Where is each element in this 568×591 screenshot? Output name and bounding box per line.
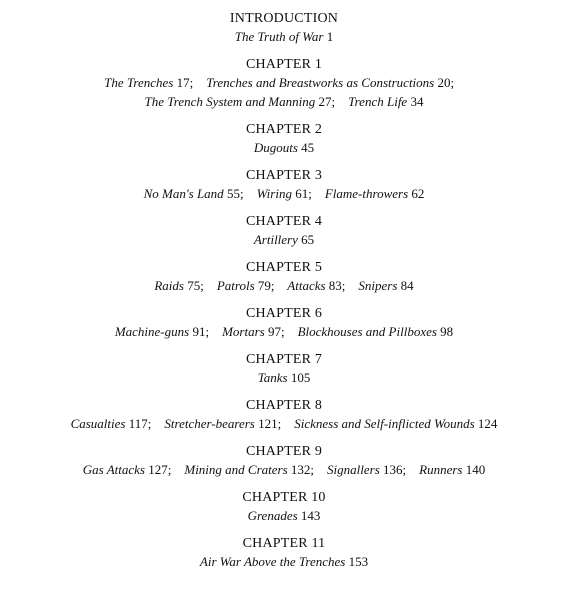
entry-title: Blockhouses and Pillboxes [297, 324, 437, 339]
entry-page-number: 75 [187, 278, 201, 293]
entry-separator: ; [277, 416, 291, 431]
toc-section [0, 10, 568, 46]
entry-title: The Trenches [104, 75, 174, 90]
toc-entry [164, 416, 277, 431]
entry-page-number: 1 [326, 29, 334, 44]
entry-separator: ; [167, 462, 182, 477]
entry-title: Machine-guns [114, 324, 190, 339]
chapter-heading: CHAPTER 11 [242, 536, 326, 551]
entry-page-number: 84 [400, 278, 414, 293]
toc-entry [254, 232, 314, 247]
entry-page-number: 117 [128, 416, 148, 431]
toc-entry [298, 324, 454, 339]
entry-title: Stretcher-bearers [164, 416, 255, 431]
toc-section [0, 56, 568, 111]
toc-entry [104, 75, 189, 90]
chapter-entries [0, 184, 568, 203]
chapter-heading: CHAPTER 4 [245, 214, 323, 229]
entry-title: Casualties [70, 416, 126, 431]
entry-title: The Truth of War [234, 29, 324, 44]
chapter-heading: CHAPTER 9 [245, 444, 323, 459]
toc-entry [184, 462, 310, 477]
chapter-heading: CHAPTER 5 [245, 260, 323, 275]
entry-separator: ; [147, 416, 162, 431]
toc-entry [327, 462, 402, 477]
entry-page-number: 91 [192, 324, 206, 339]
entry-page-number: 136 [383, 462, 403, 477]
entry-separator: ; [189, 75, 203, 90]
toc-section [0, 489, 568, 525]
entry-title: Raids [154, 278, 184, 293]
chapter-entries [0, 368, 568, 387]
entry-title: Artillery [253, 232, 298, 247]
toc-section [0, 397, 568, 433]
entry-title: Flame-throwers [324, 186, 409, 201]
entry-page-number: 124 [477, 416, 498, 431]
entry-separator: ; [450, 75, 464, 90]
entry-title: Dugouts [253, 140, 298, 155]
entry-page-number: 61 [295, 186, 309, 201]
chapter-entries [0, 276, 568, 295]
toc-section [0, 167, 568, 203]
entry-page-number: 34 [410, 94, 424, 109]
toc-entry [294, 416, 497, 431]
toc-entry [287, 278, 342, 293]
toc-entry [348, 94, 423, 109]
entry-separator: ; [205, 324, 219, 339]
entry-separator: ; [341, 278, 356, 293]
entry-title: Wiring [256, 186, 292, 201]
chapter-entries [0, 322, 568, 341]
entry-title: Air War Above the Trenches [199, 554, 346, 569]
entry-title: Trenches and Breastworks as Constructions [206, 75, 435, 90]
toc-section [0, 443, 568, 479]
entry-page-number: 17 [176, 75, 190, 90]
toc-section [0, 213, 568, 249]
entry-title: Sickness and Self-inflicted Wounds [294, 416, 475, 431]
entry-separator: ; [402, 462, 416, 477]
entry-page-number: 121 [258, 416, 278, 431]
chapter-heading: CHAPTER 3 [245, 168, 323, 183]
chapter-heading: CHAPTER 2 [245, 122, 323, 137]
entry-page-number: 143 [300, 508, 321, 523]
chapter-heading: CHAPTER 6 [245, 306, 323, 321]
entry-title: Patrols [216, 278, 255, 293]
entry-title: Runners [419, 462, 463, 477]
entry-title: Mortars [222, 324, 265, 339]
entry-title: Trench Life [348, 94, 408, 109]
toc-entry [254, 140, 314, 155]
toc-entry [248, 508, 321, 523]
toc-section [0, 351, 568, 387]
entry-page-number: 79 [257, 278, 271, 293]
chapter-entries [0, 27, 568, 46]
toc-entry [200, 554, 368, 569]
entry-separator: ; [310, 462, 324, 477]
entry-title: Grenades [247, 508, 298, 523]
chapter-heading: CHAPTER 1 [245, 57, 323, 72]
toc-entry [115, 324, 206, 339]
entry-title: Mining and Craters [184, 462, 288, 477]
entry-page-number: 62 [411, 186, 425, 201]
entry-page-number: 98 [440, 324, 454, 339]
toc-entry [145, 94, 332, 109]
toc-entry [325, 186, 425, 201]
toc-entry [222, 324, 281, 339]
chapter-entries [0, 73, 568, 111]
chapter-entries [0, 552, 568, 571]
entry-page-number: 65 [301, 232, 315, 247]
toc-section [0, 259, 568, 295]
chapter-heading: CHAPTER 10 [242, 490, 326, 505]
entry-page-number: 83 [328, 278, 342, 293]
entry-title: No Man's Land [143, 186, 224, 201]
entry-title: The Trench System and Manning [144, 94, 316, 109]
entry-page-number: 153 [348, 554, 369, 569]
entry-title: Gas Attacks [82, 462, 145, 477]
entry-page-number: 45 [301, 140, 315, 155]
toc-entry [144, 186, 240, 201]
toc-entry [419, 462, 485, 477]
entry-separator: ; [331, 94, 345, 109]
entry-separator: ; [200, 278, 214, 293]
toc-entry [83, 462, 168, 477]
chapter-entries [0, 506, 568, 525]
chapter-heading: CHAPTER 8 [245, 398, 323, 413]
chapter-heading: CHAPTER 7 [245, 352, 323, 367]
toc-entry [258, 370, 311, 385]
entry-page-number: 140 [465, 462, 486, 477]
entry-page-number: 127 [148, 462, 168, 477]
entry-separator: ; [308, 186, 322, 201]
toc-entry [217, 278, 271, 293]
entry-page-number: 20 [437, 75, 451, 90]
entry-title: Signallers [327, 462, 380, 477]
toc-entry [206, 75, 450, 90]
toc-section [0, 535, 568, 571]
chapter-entries [0, 460, 568, 479]
chapter-heading: INTRODUCTION [229, 11, 339, 26]
toc-entry [71, 416, 148, 431]
toc-entry [358, 278, 413, 293]
entry-page-number: 27 [318, 94, 332, 109]
chapter-entries [0, 230, 568, 249]
entry-separator: ; [270, 278, 285, 293]
toc-entry [154, 278, 200, 293]
entry-page-number: 105 [290, 370, 311, 385]
entry-title: Attacks [287, 278, 326, 293]
entry-page-number: 132 [290, 462, 311, 477]
entry-separator: ; [280, 324, 295, 339]
toc-entry [235, 29, 334, 44]
entry-page-number: 97 [267, 324, 281, 339]
chapter-entries [0, 138, 568, 157]
entry-separator: ; [239, 186, 254, 201]
toc-entry [257, 186, 309, 201]
entry-page-number: 55 [226, 186, 240, 201]
entry-title: Snipers [358, 278, 398, 293]
toc-section [0, 121, 568, 157]
toc-section [0, 305, 568, 341]
chapter-entries [0, 414, 568, 433]
entry-title: Tanks [257, 370, 288, 385]
